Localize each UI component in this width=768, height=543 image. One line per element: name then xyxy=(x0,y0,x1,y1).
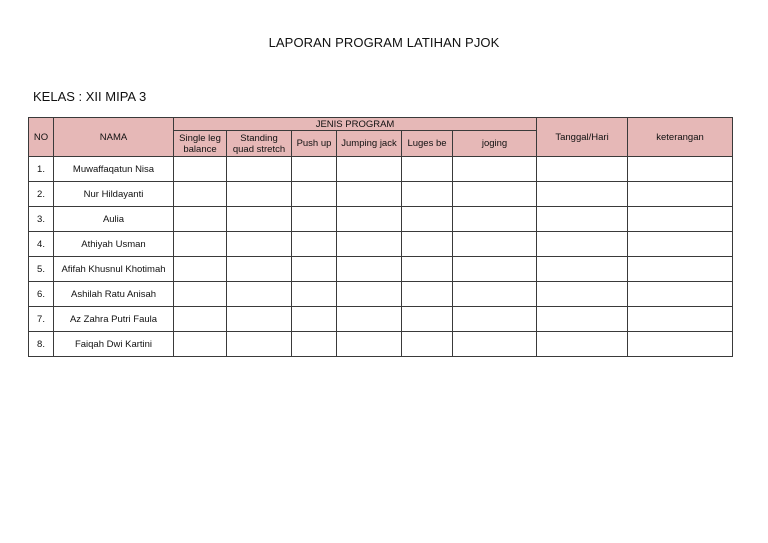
header-nama: NAMA xyxy=(54,118,174,157)
cell-luges-be xyxy=(402,332,453,357)
row-nama: Athiyah Usman xyxy=(54,232,174,257)
cell-tanggal-hari xyxy=(537,282,628,307)
cell-push-up xyxy=(292,307,337,332)
cell-jumping-jack xyxy=(337,207,402,232)
cell-luges-be xyxy=(402,232,453,257)
cell-single-leg-balance xyxy=(174,307,227,332)
program-label-line2: quad stretch xyxy=(232,143,286,155)
cell-push-up xyxy=(292,232,337,257)
cell-single-leg-balance xyxy=(174,257,227,282)
table-row xyxy=(29,307,733,332)
row-no: 8. xyxy=(29,332,54,357)
row-no: 2. xyxy=(29,182,54,207)
cell-keterangan xyxy=(628,257,733,282)
cell-single-leg-balance xyxy=(174,157,227,182)
cell-luges-be xyxy=(402,282,453,307)
cell-standing-quad-stretch xyxy=(227,332,292,357)
cell-push-up xyxy=(292,182,337,207)
cell-standing-quad-stretch xyxy=(227,257,292,282)
cell-jumping-jack xyxy=(337,182,402,207)
cell-push-up xyxy=(292,157,337,182)
header-program-luges-be xyxy=(402,131,453,157)
page-title: LAPORAN PROGRAM LATIHAN PJOK xyxy=(268,35,500,50)
cell-standing-quad-stretch xyxy=(227,182,292,207)
header-program-joging xyxy=(453,131,537,157)
cell-jumping-jack xyxy=(337,257,402,282)
table-row xyxy=(29,332,733,357)
cell-joging xyxy=(453,232,537,257)
row-nama: Az Zahra Putri Faula xyxy=(54,307,174,332)
cell-luges-be xyxy=(402,307,453,332)
cell-keterangan xyxy=(628,332,733,357)
cell-push-up xyxy=(292,257,337,282)
cell-luges-be xyxy=(402,207,453,232)
program-label-line1: Standing xyxy=(240,132,278,144)
cell-tanggal-hari xyxy=(537,232,628,257)
cell-standing-quad-stretch xyxy=(227,282,292,307)
row-nama: Afifah Khusnul Khotimah xyxy=(54,257,174,282)
header-program-push-up xyxy=(292,131,337,157)
table-row xyxy=(29,282,733,307)
row-nama: Nur Hildayanti xyxy=(54,182,174,207)
row-no: 4. xyxy=(29,232,54,257)
cell-jumping-jack xyxy=(337,232,402,257)
program-label: Jumping jack xyxy=(341,138,397,149)
cell-jumping-jack xyxy=(337,332,402,357)
cell-standing-quad-stretch xyxy=(227,207,292,232)
cell-luges-be xyxy=(402,257,453,282)
cell-standing-quad-stretch xyxy=(227,157,292,182)
program-label-line2: balance xyxy=(183,143,217,155)
cell-tanggal-hari xyxy=(537,257,628,282)
cell-keterangan xyxy=(628,282,733,307)
class-label: KELAS : XII MIPA 3 xyxy=(33,89,147,104)
cell-single-leg-balance xyxy=(174,182,227,207)
row-nama: Muwaffaqatun Nisa xyxy=(54,157,174,182)
cell-joging xyxy=(453,332,537,357)
row-no: 7. xyxy=(29,307,54,332)
header-jenis-program: JENIS PROGRAM xyxy=(174,118,537,131)
cell-joging xyxy=(453,307,537,332)
program-label: Push up xyxy=(296,138,332,149)
header-tanggal-hari: Tanggal/Hari xyxy=(537,118,628,157)
cell-jumping-jack xyxy=(337,282,402,307)
header-no: NO xyxy=(29,118,54,157)
table-row xyxy=(29,182,733,207)
cell-joging xyxy=(453,182,537,207)
row-no: 3. xyxy=(29,207,54,232)
cell-standing-quad-stretch xyxy=(227,232,292,257)
row-nama: Faiqah Dwi Kartini xyxy=(54,332,174,357)
row-nama: Ashilah Ratu Anisah xyxy=(54,282,174,307)
header-program-standing-quad-stretch xyxy=(227,131,292,157)
table-row xyxy=(29,207,733,232)
cell-standing-quad-stretch xyxy=(227,307,292,332)
cell-joging xyxy=(453,207,537,232)
cell-single-leg-balance xyxy=(174,332,227,357)
cell-tanggal-hari xyxy=(537,332,628,357)
table-row xyxy=(29,157,733,182)
cell-keterangan xyxy=(628,182,733,207)
cell-tanggal-hari xyxy=(537,157,628,182)
row-nama: Aulia xyxy=(54,207,174,232)
cell-keterangan xyxy=(628,232,733,257)
cell-jumping-jack xyxy=(337,307,402,332)
table-row xyxy=(29,257,733,282)
cell-joging xyxy=(453,257,537,282)
table-row xyxy=(29,232,733,257)
row-no: 5. xyxy=(29,257,54,282)
cell-tanggal-hari xyxy=(537,307,628,332)
cell-joging xyxy=(453,157,537,182)
cell-single-leg-balance xyxy=(174,232,227,257)
cell-single-leg-balance xyxy=(174,207,227,232)
cell-push-up xyxy=(292,207,337,232)
cell-push-up xyxy=(292,282,337,307)
program-label-line1: Single leg xyxy=(179,132,221,144)
row-no: 6. xyxy=(29,282,54,307)
cell-keterangan xyxy=(628,307,733,332)
row-no: 1. xyxy=(29,157,54,182)
cell-tanggal-hari xyxy=(537,182,628,207)
cell-luges-be xyxy=(402,157,453,182)
header-program-single-leg-balance xyxy=(174,131,227,157)
cell-keterangan xyxy=(628,157,733,182)
program-label: Luges be xyxy=(407,138,447,149)
header-program-jumping-jack xyxy=(337,131,402,157)
cell-tanggal-hari xyxy=(537,207,628,232)
cell-push-up xyxy=(292,332,337,357)
cell-single-leg-balance xyxy=(174,282,227,307)
program-label: joging xyxy=(481,138,508,149)
cell-joging xyxy=(453,282,537,307)
header-keterangan: keterangan xyxy=(628,118,733,157)
training-report-table xyxy=(28,117,733,357)
cell-jumping-jack xyxy=(337,157,402,182)
cell-keterangan xyxy=(628,207,733,232)
cell-luges-be xyxy=(402,182,453,207)
